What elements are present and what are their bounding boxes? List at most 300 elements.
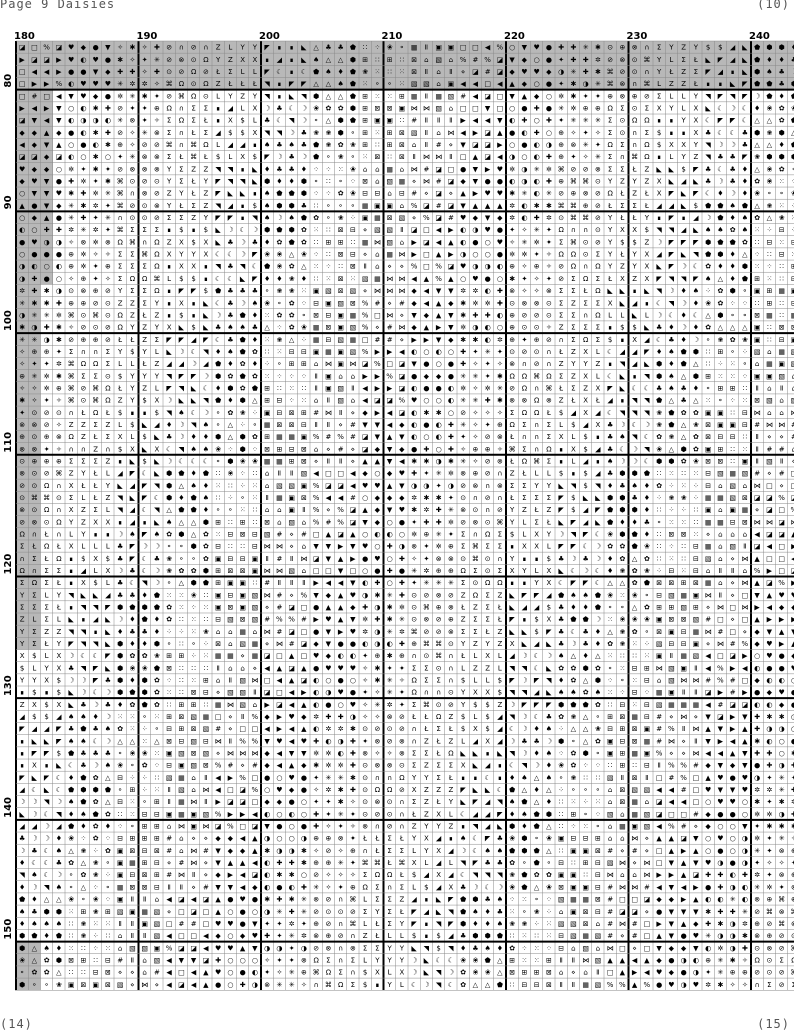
stitch-symbol: ▼ — [669, 883, 675, 891]
stitch-symbol: ▧ — [374, 226, 381, 234]
stitch-symbol: ⊞ — [215, 579, 221, 587]
stitch-symbol: ⬟ — [350, 117, 356, 125]
stitch-symbol: ⊘ — [19, 482, 25, 490]
stitch-symbol: ◪ — [386, 397, 393, 405]
stitch-symbol: ⊘ — [154, 141, 160, 149]
stitch-symbol: ◢ — [656, 251, 662, 259]
stitch-symbol: ✚ — [374, 579, 380, 587]
stitch-symbol: ⁘ — [105, 871, 111, 879]
stitch-symbol: ⋄ — [351, 457, 355, 465]
stitch-symbol: Σ — [596, 251, 600, 259]
stitch-symbol: ✳ — [460, 397, 466, 405]
stitch-symbol: ◤ — [191, 372, 197, 380]
stitch-symbol: ∩ — [620, 153, 625, 161]
stitch-symbol: X — [436, 810, 441, 818]
stitch-symbol: % — [668, 725, 675, 733]
stitch-symbol: ⊕ — [583, 105, 589, 113]
stitch-symbol: ✲ — [289, 920, 295, 928]
stitch-symbol: ∷ — [338, 263, 342, 271]
stitch-symbol: Ʃ — [93, 421, 97, 429]
stitch-symbol: Ω — [142, 275, 148, 283]
stitch-symbol: ∎ — [20, 762, 24, 770]
stitch-symbol: ⊕ — [68, 299, 74, 307]
stitch-symbol: ◤ — [166, 384, 172, 392]
stitch-symbol: Ʃ — [473, 567, 477, 575]
stitch-symbol: ♠ — [56, 920, 62, 928]
stitch-symbol: ○ — [56, 275, 62, 283]
stitch-symbol: ♣ — [607, 445, 613, 453]
stitch-symbol: ⊘ — [619, 68, 625, 76]
stitch-symbol: Z — [142, 336, 147, 344]
stitch-symbol: ⁙ — [632, 640, 638, 648]
stitch-symbol: X — [436, 871, 441, 879]
stitch-symbol: ∷ — [730, 457, 734, 465]
stitch-symbol: ▦ — [644, 737, 651, 745]
stitch-symbol: ● — [301, 774, 307, 782]
stitch-symbol: ⊕ — [534, 263, 540, 271]
stitch-symbol: # — [436, 202, 442, 210]
stitch-symbol: ❀ — [325, 129, 331, 137]
stitch-symbol: ∎ — [216, 105, 220, 113]
stitch-symbol: X — [93, 555, 98, 563]
stitch-symbol: ◥ — [620, 409, 626, 417]
stitch-symbol: Ⅱ — [755, 384, 758, 392]
stitch-symbol: ⬟ — [644, 579, 650, 587]
stitch-symbol: ⊕ — [436, 567, 442, 575]
stitch-symbol: ⊕ — [558, 141, 564, 149]
stitch-symbol: ◤ — [571, 579, 577, 587]
stitch-symbol: X — [461, 762, 466, 770]
stitch-symbol: ⊕ — [448, 567, 454, 575]
stitch-symbol: ○ — [423, 397, 429, 405]
stitch-symbol: ⁙ — [289, 384, 295, 392]
stitch-symbol: ◑ — [399, 543, 405, 551]
stitch-symbol: ✦ — [423, 555, 429, 563]
stitch-symbol: ☾ — [31, 859, 37, 867]
stitch-symbol: Ⅱ — [204, 774, 207, 782]
stitch-symbol: ∷ — [387, 68, 391, 76]
stitch-symbol: ♥ — [301, 737, 307, 745]
stitch-symbol: ☽ — [595, 543, 601, 551]
stitch-symbol: ✧ — [313, 786, 319, 794]
stitch-symbol: Ⅱ — [351, 384, 354, 392]
stitch-symbol: Y — [56, 640, 62, 648]
stitch-symbol: ⁙ — [301, 287, 307, 295]
stitch-symbol: ▧ — [350, 348, 357, 356]
stitch-symbol: ◆ — [362, 409, 368, 417]
stitch-symbol: ✿ — [166, 530, 172, 538]
stitch-symbol: ♥ — [276, 737, 282, 745]
stitch-symbol: ✿ — [558, 713, 564, 721]
stitch-symbol: ⬢ — [730, 287, 736, 295]
stitch-symbol: Ω — [203, 80, 209, 88]
stitch-symbol: ◢ — [583, 518, 589, 526]
stitch-symbol: ▦ — [374, 214, 381, 222]
stitch-symbol: ⋄ — [265, 604, 269, 612]
stitch-symbol: ☽ — [619, 421, 625, 429]
stitch-symbol: ⊠ — [191, 725, 197, 733]
stitch-symbol: ✦ — [44, 445, 50, 453]
stitch-symbol: ⊙ — [436, 701, 442, 709]
stitch-symbol: ∎ — [240, 214, 244, 222]
stitch-symbol: Σ — [608, 129, 612, 137]
stitch-symbol: Ω — [522, 409, 528, 417]
stitch-symbol: ◀ — [436, 226, 442, 234]
stitch-symbol: ⊕ — [117, 141, 123, 149]
stitch-symbol: ❀ — [644, 616, 650, 624]
stitch-symbol: ✧ — [350, 871, 356, 879]
stitch-symbol: ⬢ — [203, 567, 209, 575]
stitch-symbol: ✦ — [142, 56, 148, 64]
stitch-symbol: X — [56, 664, 61, 672]
stitch-symbol: ▶ — [730, 725, 736, 733]
stitch-symbol: # — [730, 677, 736, 685]
stitch-symbol: Ω — [130, 275, 136, 283]
stitch-symbol: ✳ — [460, 372, 466, 380]
stitch-symbol: X — [32, 762, 37, 770]
stitch-symbol: Ω — [571, 251, 577, 259]
stitch-symbol: ♥ — [288, 774, 294, 782]
stitch-symbol: ✚ — [105, 129, 111, 137]
stitch-symbol: # — [203, 883, 209, 891]
stitch-symbol: ⊙ — [485, 555, 491, 563]
stitch-symbol: ⊗ — [460, 470, 466, 478]
stitch-symbol: ✱ — [497, 397, 503, 405]
stitch-symbol: △ — [534, 774, 540, 782]
stitch-symbol: ∎ — [632, 372, 636, 380]
stitch-symbol: ◥ — [509, 713, 515, 721]
stitch-symbol: ⊟ — [178, 737, 184, 745]
stitch-symbol: ✚ — [791, 810, 794, 818]
stitch-symbol: ⬢ — [215, 433, 221, 441]
stitch-symbol: ⋄ — [216, 689, 220, 697]
stitch-symbol: ⊟ — [681, 628, 687, 636]
stitch-symbol: ⊠ — [619, 786, 625, 794]
stitch-symbol: ⌘ — [570, 214, 577, 222]
stitch-symbol: ⚬ — [276, 299, 282, 307]
stitch-symbol: ◢ — [681, 226, 687, 234]
stitch-symbol: ⁙ — [681, 482, 687, 490]
stitch-symbol: ♦ — [129, 640, 135, 648]
stitch-symbol: ◪ — [423, 238, 430, 246]
stitch-symbol: % — [754, 567, 761, 575]
stitch-symbol: ▦ — [129, 859, 136, 867]
stitch-symbol: ✿ — [779, 105, 785, 113]
stitch-symbol: ☾ — [43, 810, 49, 818]
stitch-symbol: ✱ — [338, 798, 344, 806]
stitch-symbol: Z — [424, 737, 429, 745]
stitch-symbol: Ł — [436, 798, 441, 806]
stitch-symbol: ▧ — [190, 762, 197, 770]
stitch-symbol: △ — [681, 421, 687, 429]
stitch-symbol: Ⅱ — [755, 457, 758, 465]
stitch-symbol: ▧ — [178, 750, 185, 758]
stitch-symbol: ◢ — [607, 397, 613, 405]
stitch-symbol: ∷ — [253, 579, 257, 587]
stitch-symbol: ⋄ — [387, 299, 391, 307]
stitch-symbol: ◣ — [669, 178, 675, 186]
stitch-symbol: ▶ — [779, 640, 785, 648]
stitch-symbol: ✚ — [583, 68, 589, 76]
stitch-symbol: ⊙ — [632, 68, 638, 76]
stitch-symbol: ∩ — [399, 810, 404, 818]
stitch-symbol: ♦ — [644, 530, 650, 538]
stitch-symbol: ⌂ — [387, 190, 391, 198]
stitch-symbol: ♥ — [742, 774, 748, 782]
stitch-symbol: L — [130, 433, 134, 441]
stitch-symbol: ● — [399, 567, 405, 575]
stitch-symbol: ◆ — [522, 56, 528, 64]
stitch-symbol: ∎ — [118, 457, 122, 465]
stitch-symbol: ✧ — [362, 713, 368, 721]
stitch-symbol: ▦ — [411, 44, 418, 52]
stitch-symbol: ♥ — [105, 80, 111, 88]
stitch-symbol: ◤ — [448, 896, 454, 904]
stitch-symbol: ◢ — [130, 518, 136, 526]
stitch-symbol: Y — [460, 689, 466, 697]
stitch-symbol: ✲ — [754, 835, 760, 843]
stitch-symbol: ◪ — [631, 908, 638, 916]
stitch-symbol: ▼ — [362, 421, 368, 429]
stitch-symbol: ⁘ — [117, 823, 123, 831]
stitch-symbol: ☾ — [190, 409, 196, 417]
stitch-symbol: ❀ — [558, 762, 564, 770]
stitch-symbol: Ⅱ — [412, 153, 415, 161]
stitch-symbol: Ł — [448, 725, 453, 733]
stitch-symbol: Ⅱ — [645, 774, 648, 782]
stitch-symbol: △ — [754, 202, 760, 210]
stitch-symbol: $ — [583, 482, 587, 490]
stitch-symbol: X — [669, 141, 674, 149]
stitch-symbol: ○ — [509, 141, 515, 149]
stitch-symbol: ▦ — [264, 421, 271, 429]
stitch-symbol: △ — [571, 652, 577, 660]
stitch-symbol: ∩ — [118, 214, 123, 222]
stitch-symbol: ⊟ — [203, 737, 209, 745]
stitch-symbol: ❀ — [509, 871, 515, 879]
stitch-symbol: Ⅱ — [425, 68, 428, 76]
stitch-symbol: ● — [56, 251, 62, 259]
stitch-symbol: ∷ — [767, 324, 771, 332]
stitch-symbol: Y — [56, 591, 62, 599]
stitch-symbol: ◀ — [338, 579, 344, 587]
stitch-symbol: ▦ — [264, 457, 271, 465]
stitch-symbol: ❀ — [93, 896, 99, 904]
stitch-symbol: ∎ — [522, 579, 526, 587]
stitch-symbol: ⊗ — [509, 360, 515, 368]
stitch-symbol: ⊞ — [362, 56, 368, 64]
stitch-symbol: ✲ — [44, 384, 50, 392]
stitch-symbol: Y — [693, 92, 699, 100]
stitch-symbol: # — [693, 810, 699, 818]
stitch-symbol: ⁙ — [668, 470, 674, 478]
stitch-symbol: ✱ — [387, 652, 393, 660]
stitch-symbol: ⊗ — [56, 433, 62, 441]
stitch-symbol: ∷ — [779, 275, 783, 283]
stitch-symbol: ◢ — [595, 409, 601, 417]
stitch-symbol: ⋄ — [412, 178, 416, 186]
stitch-symbol: Ω — [19, 530, 25, 538]
stitch-symbol: ∷ — [657, 470, 661, 478]
stitch-symbol: ⌘ — [472, 555, 479, 563]
stitch-symbol: ◪ — [190, 908, 197, 916]
stitch-symbol: ∩ — [497, 555, 502, 563]
stitch-symbol: ◪ — [705, 689, 712, 697]
stitch-symbol: ◀ — [681, 798, 687, 806]
stitch-symbol: ▧ — [227, 616, 234, 624]
stitch-symbol: ▼ — [718, 786, 724, 794]
stitch-symbol: ⋈ — [398, 324, 405, 332]
stitch-symbol: % — [313, 433, 320, 441]
stitch-symbol: ✧ — [497, 409, 503, 417]
stitch-symbol: X — [620, 275, 625, 283]
stitch-symbol: ◐ — [485, 324, 491, 332]
stitch-symbol: ⬟ — [80, 774, 86, 782]
stitch-symbol: L — [669, 153, 673, 161]
stitch-symbol: ○ — [19, 214, 25, 222]
stitch-symbol: L — [81, 543, 85, 551]
stitch-symbol: ▲ — [693, 896, 699, 904]
stitch-symbol: Y — [154, 372, 160, 380]
stitch-symbol: X — [20, 652, 25, 660]
stitch-symbol: Ł — [632, 214, 637, 222]
stitch-symbol: ▲ — [424, 275, 430, 283]
stitch-symbol: ♣ — [117, 543, 123, 551]
stitch-symbol: Ʃ — [32, 604, 36, 612]
stitch-symbol: X — [644, 263, 649, 271]
stitch-symbol: ⊟ — [227, 591, 233, 599]
stitch-symbol: ♥ — [31, 238, 37, 246]
stitch-symbol: ∎ — [69, 604, 73, 612]
stitch-symbol: ⁘ — [546, 896, 552, 904]
stitch-symbol: ∩ — [56, 482, 61, 490]
stitch-symbol: ○ — [399, 530, 405, 538]
stitch-symbol: ◢ — [693, 214, 699, 222]
stitch-symbol: ▣ — [644, 725, 651, 733]
stitch-symbol: ⊘ — [68, 336, 74, 344]
stitch-symbol: Y — [582, 360, 588, 368]
stitch-symbol: ⊞ — [717, 445, 723, 453]
stitch-symbol: ⬟ — [705, 251, 711, 259]
stitch-symbol: ✱ — [754, 798, 760, 806]
stitch-symbol: ⌂ — [314, 360, 318, 368]
stitch-symbol: ✚ — [313, 823, 319, 831]
stitch-symbol: ❀ — [387, 44, 393, 52]
stitch-symbol: ◐ — [411, 421, 417, 429]
stitch-symbol: ⬟ — [264, 263, 270, 271]
stitch-symbol: ▼ — [473, 178, 479, 186]
stitch-symbol: $ — [240, 117, 244, 125]
stitch-symbol: ▼ — [68, 92, 74, 100]
stitch-symbol: Ł — [558, 348, 563, 356]
stitch-symbol: ✿ — [203, 530, 209, 538]
stitch-symbol: ✦ — [595, 141, 601, 149]
stitch-symbol: ✳ — [338, 859, 344, 867]
stitch-symbol: ✲ — [313, 750, 319, 758]
stitch-symbol: ◥ — [93, 604, 99, 612]
stitch-symbol: ▣ — [215, 591, 222, 599]
stitch-symbol: ▣ — [693, 591, 700, 599]
stitch-symbol: ♣ — [705, 178, 711, 186]
stitch-symbol: Ω — [583, 275, 589, 283]
stitch-symbol: ▶ — [497, 141, 503, 149]
stitch-symbol: ◑ — [779, 725, 785, 733]
stitch-symbol: ⊗ — [374, 762, 380, 770]
stitch-symbol: ✧ — [387, 750, 393, 758]
stitch-symbol: Ʃ — [167, 117, 171, 125]
stitch-symbol: ◤ — [669, 251, 675, 259]
stitch-symbol: X — [693, 105, 698, 113]
stitch-symbol: □ — [729, 628, 736, 636]
stitch-symbol: ✿ — [693, 445, 699, 453]
stitch-symbol: Ω — [387, 786, 393, 794]
stitch-symbol: ∩ — [473, 494, 478, 502]
stitch-symbol: ⋄ — [706, 640, 710, 648]
stitch-symbol: ◀ — [473, 117, 479, 125]
stitch-symbol: ◣ — [460, 750, 466, 758]
stitch-symbol: ● — [472, 238, 478, 246]
stitch-symbol: Ł — [178, 153, 183, 161]
stitch-symbol: ▣ — [374, 117, 381, 125]
stitch-symbol: Ʃ — [559, 372, 563, 380]
stitch-symbol: ⊟ — [742, 409, 748, 417]
stitch-symbol: ♥ — [80, 80, 86, 88]
stitch-symbol: ♠ — [129, 530, 135, 538]
stitch-symbol: ♥ — [215, 920, 221, 928]
stitch-symbol: ∷ — [657, 555, 661, 563]
stitch-symbol: ◤ — [669, 238, 675, 246]
stitch-symbol: ☾ — [472, 835, 478, 843]
stitch-symbol: ◑ — [546, 141, 552, 149]
stitch-symbol: ◪ — [791, 567, 794, 575]
stitch-symbol: ◣ — [32, 774, 38, 782]
stitch-symbol: $ — [81, 555, 85, 563]
stitch-symbol: ⬢ — [289, 226, 295, 234]
stitch-symbol: ♦ — [105, 823, 111, 831]
stitch-symbol: ◪ — [399, 384, 406, 392]
stitch-symbol: Z — [130, 299, 135, 307]
stitch-symbol: Ω — [117, 311, 123, 319]
stitch-symbol: Y — [435, 823, 441, 831]
stitch-symbol: Σ — [179, 165, 183, 173]
stitch-symbol: △ — [742, 324, 748, 332]
stitch-symbol: ∩ — [583, 311, 588, 319]
stitch-symbol: ✚ — [129, 68, 135, 76]
stitch-symbol: ✦ — [264, 920, 270, 928]
stitch-symbol: ◆ — [44, 165, 50, 173]
stitch-symbol: ◥ — [166, 409, 172, 417]
stitch-symbol: Ł — [619, 251, 624, 259]
stitch-symbol: ▲ — [338, 555, 344, 563]
stitch-symbol: ∷ — [69, 920, 73, 928]
stitch-symbol: ▣ — [717, 409, 724, 417]
stitch-symbol: Ʃ — [118, 251, 122, 259]
stitch-symbol: ⋈ — [607, 871, 614, 879]
stitch-symbol: ◢ — [179, 360, 185, 368]
stitch-symbol: ⊠ — [668, 530, 674, 538]
stitch-symbol: ⌂ — [767, 348, 771, 356]
stitch-symbol: ⬢ — [117, 652, 123, 660]
stitch-symbol: ▼ — [32, 117, 38, 125]
stitch-symbol: ◪ — [362, 360, 369, 368]
stitch-symbol: Ʃ — [228, 68, 232, 76]
stitch-symbol: ⬟ — [142, 616, 148, 624]
stitch-symbol: ◐ — [534, 153, 540, 161]
stitch-symbol: ∷ — [265, 348, 269, 356]
stitch-symbol: ◢ — [522, 604, 528, 612]
stitch-symbol: △ — [571, 725, 577, 733]
stitch-symbol: ⌘ — [435, 640, 442, 648]
